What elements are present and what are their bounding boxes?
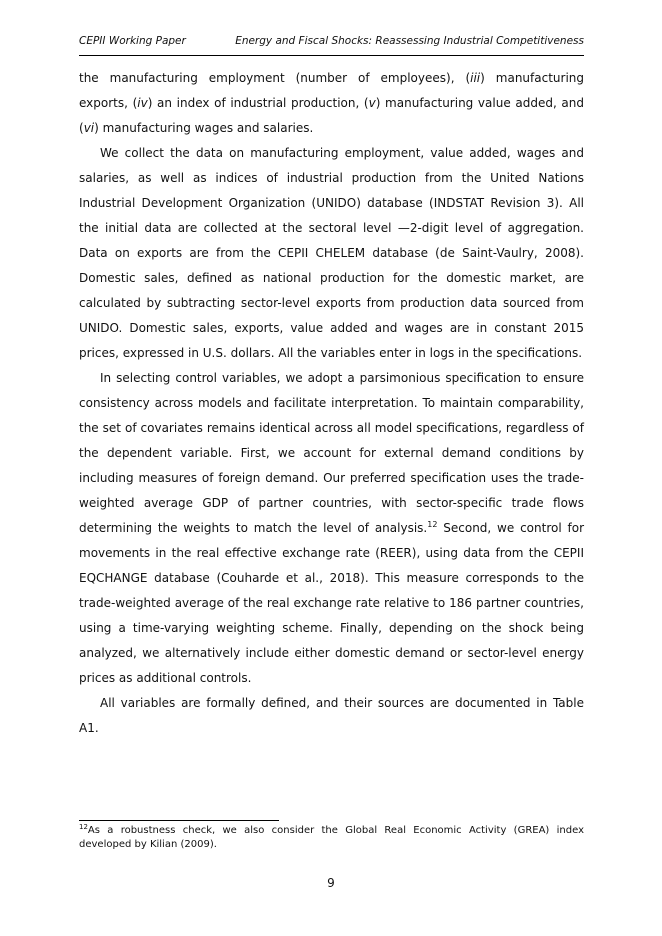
p1-math-v: v — [368, 96, 376, 110]
p1-text-5: ) manufacturing wages and salaries. — [94, 121, 314, 135]
running-header — [79, 34, 584, 56]
footnote-marker: 12 — [79, 823, 88, 831]
p1-text-2: ) manufacturing exports, ( — [79, 71, 585, 110]
p1-text-3: ) an index of industrial production, ( — [147, 96, 369, 110]
paragraph-3 — [79, 366, 584, 691]
p1-math-iv: iv — [137, 96, 148, 110]
footnote-divider — [79, 820, 279, 821]
body-text — [79, 66, 584, 741]
header-journal: CEPII Working Paper — [79, 35, 186, 47]
paragraph-2: We collect the data on manufacturing employment, value added, wages and salaries, as well as indices of industrial production from the United Nations Industrial Development Organization (UNIDO) database (INDSTAT Revision 3). All the initial data are collected at the sectoral level —2-digit level of aggregation. Data on exports are from the CEPII CHELEM database (de Saint-Vaulry, 2008). Domestic sales, defined as national production for the domestic market, are calculated by subtracting sector-level exports from production data sourced from UNIDO. Domestic sales, exports, value added and wages are in constant 2015 prices, expressed in U.S. dollars. All the variables enter in logs in the specifications. — [79, 146, 584, 360]
paragraph-4: All variables are formally defined, and their sources are documented in Table A1. — [79, 696, 584, 735]
page-number: 9 — [327, 876, 335, 890]
p1-math-iii: iii — [470, 71, 481, 85]
p1-text-4: ) manufacturing value added, and ( — [79, 96, 584, 135]
footnote-text: As a robustness check, we also consider the Global Real Economic Activity (GREA) index developed by Kilian (2009). — [79, 825, 584, 850]
paragraph-1 — [79, 66, 584, 141]
footnote — [79, 824, 584, 852]
p3-text-after-note: Second, we control for movements in the real effective exchange rate (REER), using data from the CEPII EQCHANGE database (Couharde et al., 2018). This measure corresponds to the trade-weighted average of the real exchange rate relative to 186 partner countries, using a time-varying weighting scheme. Finally, depending on the shock being analyzed, we alternatively include either domestic demand or sector-level energy prices as additional controls. — [79, 521, 585, 685]
header-title: Energy and Fiscal Shocks: Reassessing Industrial Competitiveness — [235, 35, 584, 47]
footnote-reference[interactable]: 12 — [427, 520, 438, 529]
p1-text-1: the manufacturing employment (number of employees), ( — [79, 71, 471, 85]
p1-math-vi: vi — [83, 121, 95, 135]
p3-text-before-note: In selecting control variables, we adopt a parsimonious specification to ensure consistency across models and facilitate interpretation. To maintain comparability, the set of covariates remains identical across all model specifications, regardless of the dependent variable. First, we account for external demand conditions by including measures of foreign demand. Our preferred specification uses the trade-weighted average GDP of partner countries, with sector-specific trade flows determining the weights to match the level of analysis. — [79, 371, 584, 535]
